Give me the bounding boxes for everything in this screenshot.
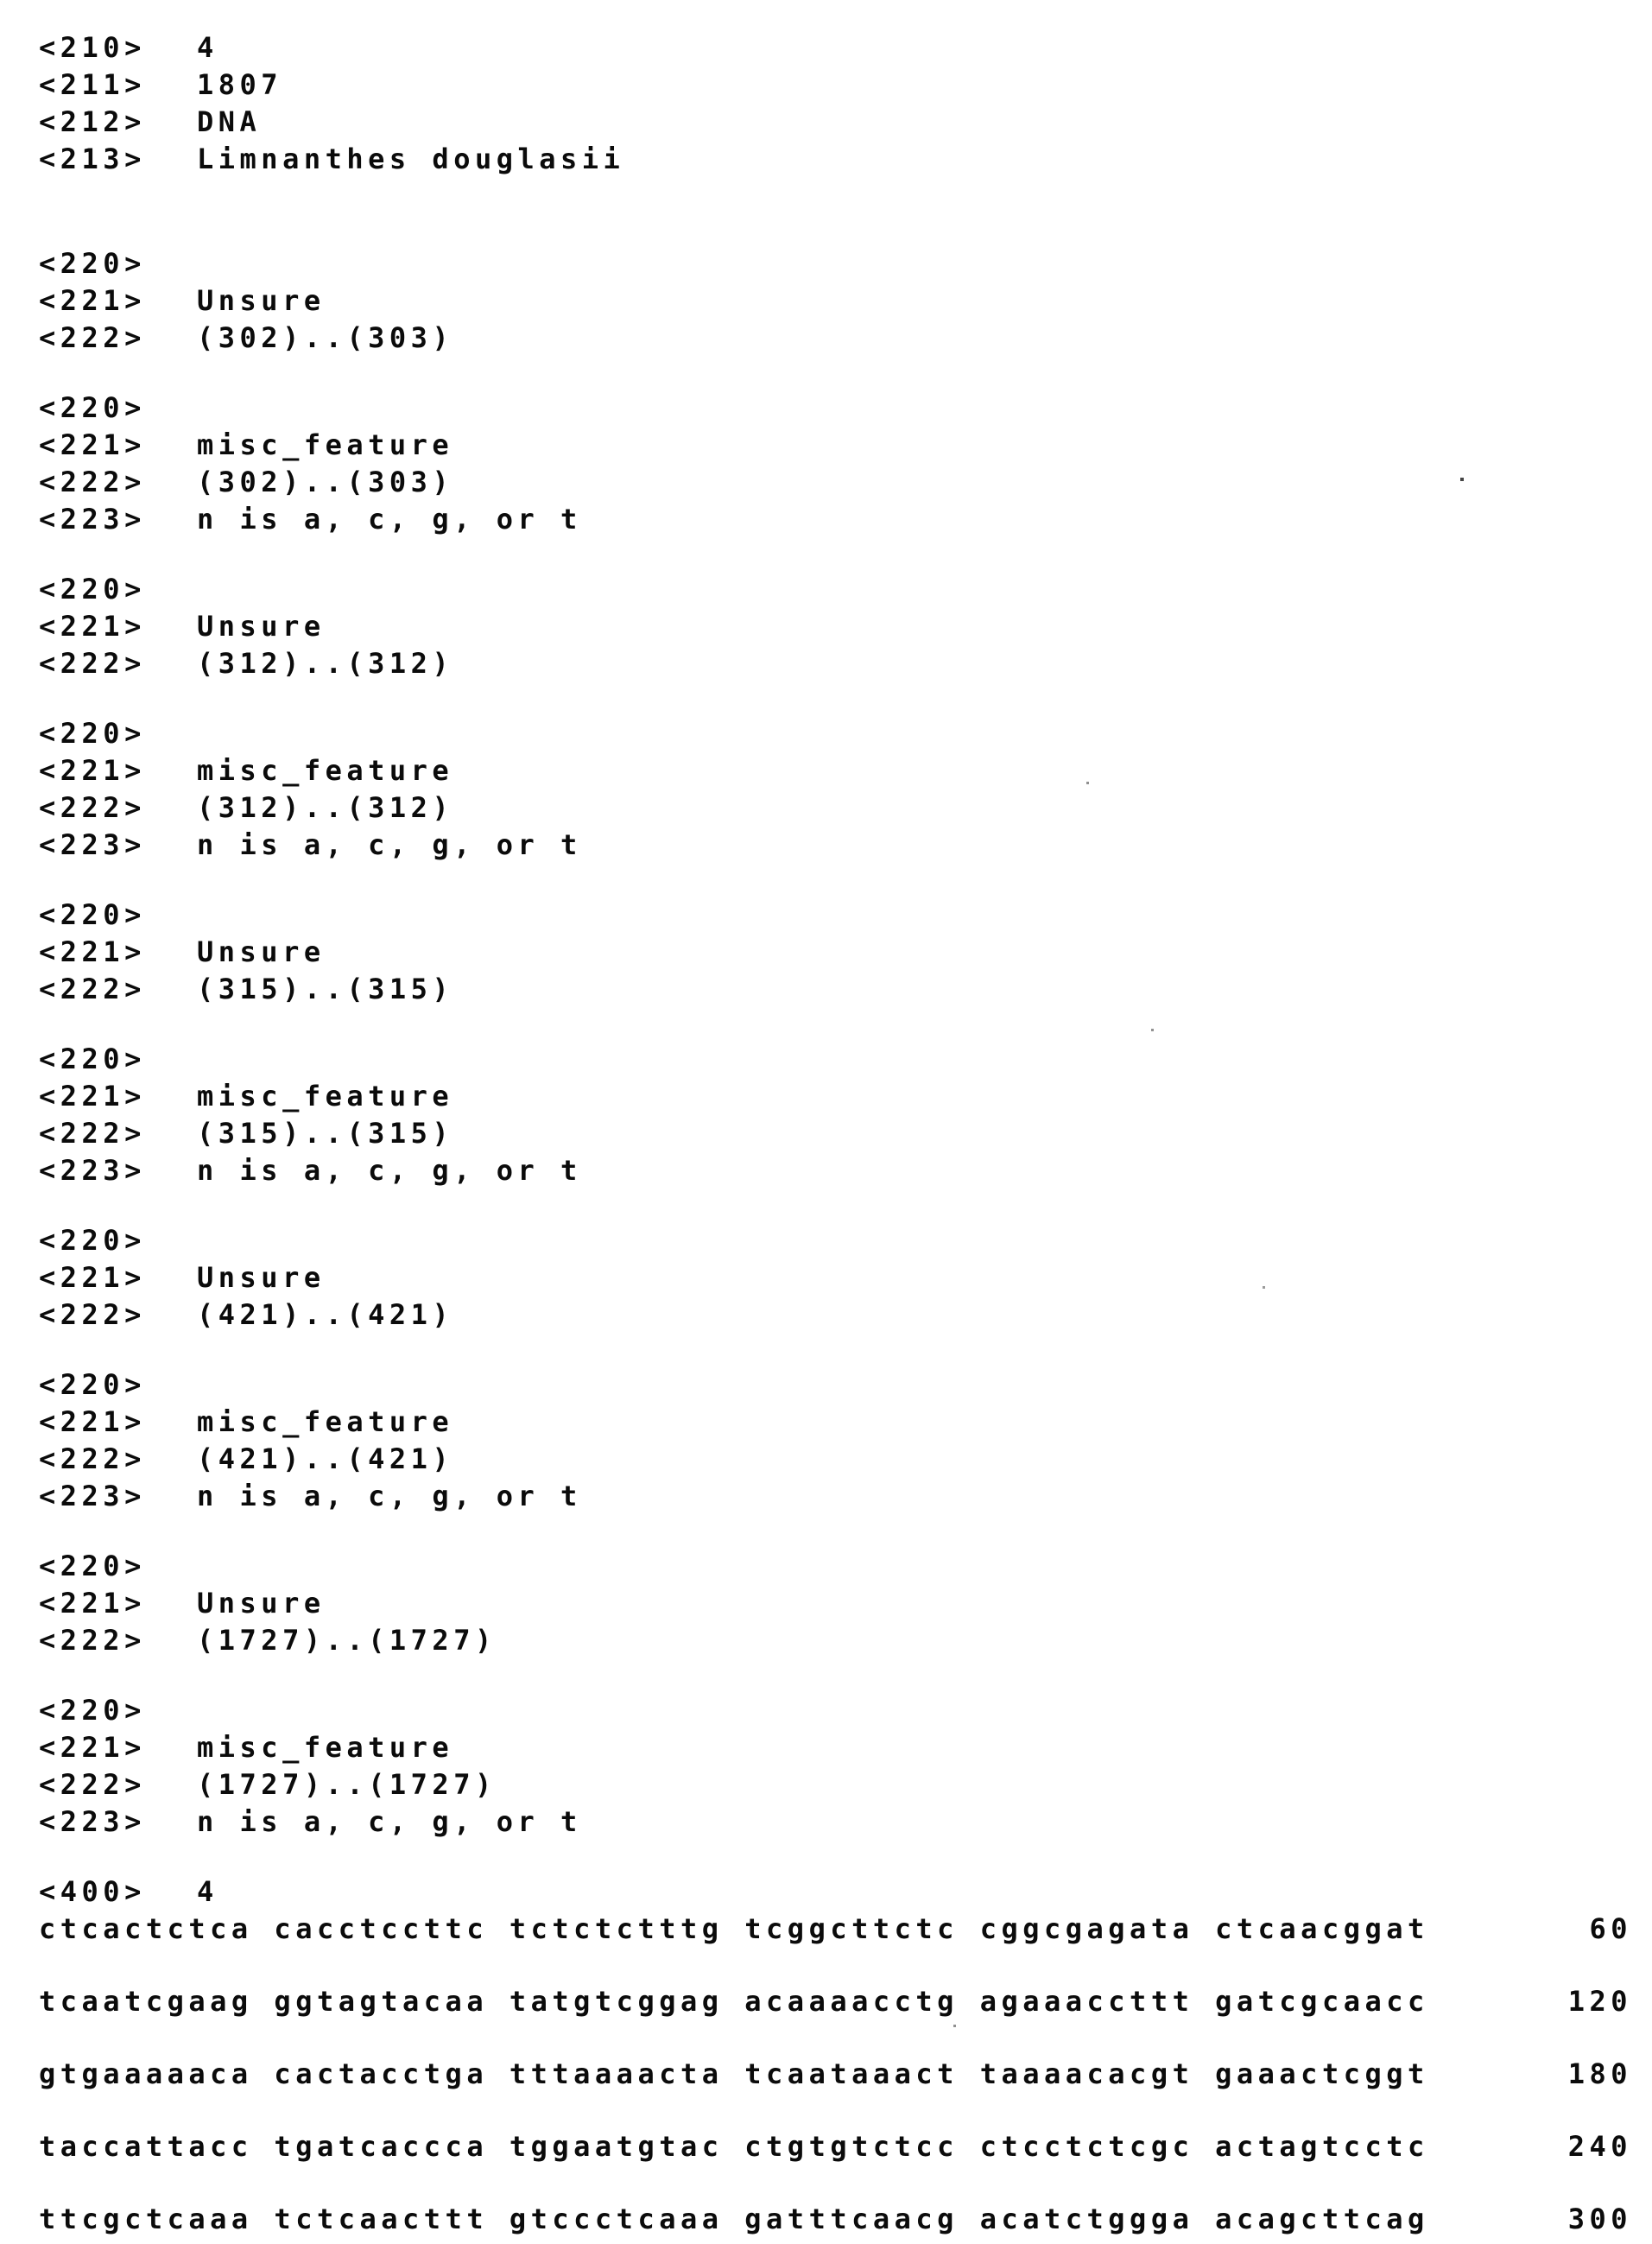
feature-key-value: Unsure [197,1587,326,1620]
numeric-identifier-223: <223> [39,1154,146,1187]
scan-speck [1086,782,1089,784]
feature-note-line [39,1478,1632,1515]
feature-key-line [39,1404,1632,1441]
feature-key-line [39,427,1632,464]
seq-length-value: 1807 [197,68,283,101]
feature-block [39,1366,1632,1515]
seq-type-line [39,104,1632,141]
numeric-identifier-220: <220> [39,717,146,750]
feature-location-line [39,464,1632,501]
numeric-identifier-220: <220> [39,1550,146,1582]
seq-organism-value: Limnanthes douglasii [197,143,625,175]
feature-key-line [39,282,1632,320]
numeric-identifier-222: <222> [39,321,146,354]
numeric-identifier-213: <213> [39,143,146,175]
seq-id-line [39,29,1632,67]
page-content [39,29,1632,2238]
feature-key-value: Unsure [197,935,326,968]
numeric-identifier-220: <220> [39,1694,146,1727]
sequence-position-number: 60 [1589,1912,1632,1945]
feature-location-value: (315)..(315) [197,1117,454,1150]
sequence-line [39,2056,1632,2093]
sequence-position-number: 300 [1567,2203,1632,2235]
numeric-identifier-221: <221> [39,284,146,317]
feature-key-value: misc_feature [197,1080,454,1112]
feature-location-value: (421)..(421) [197,1298,454,1331]
numeric-identifier-220: <220> [39,247,146,280]
feature-location-line [39,789,1632,827]
sequence-position-number: 120 [1567,1985,1632,2018]
sequence-text: taccattacc tgatcaccca tggaatgtac ctgtgtctcc ctcctctcgc actagtcctc [39,2130,1429,2163]
numeric-identifier-222: <222> [39,973,146,1005]
feature-note-value: n is a, c, g, or t [197,828,582,861]
sequence-text: ctcactctca cacctccttc tctctctttg tcggcttctc cggcgagata ctcaacggat [39,1912,1429,1945]
sequence-text: tcaatcgaag ggtagtacaa tatgtcggag acaaaacctg agaaaccttt gatcgcaacc [39,1985,1429,2018]
feature-key-value: Unsure [197,610,326,643]
sequence-line [39,1911,1632,1948]
feature-location-line [39,971,1632,1008]
feature-location-value: (1727)..(1727) [197,1768,497,1801]
feature-block [39,715,1632,864]
feature-key-line [39,1259,1632,1296]
numeric-identifier-220: <220> [39,391,146,424]
seq-id-value: 4 [197,31,218,64]
seq-organism-line [39,141,1632,178]
feature-block [39,390,1632,538]
numeric-identifier-220: <220> [39,1368,146,1401]
feature-location-value: (315)..(315) [197,973,454,1005]
sequence-line [39,2128,1632,2165]
numeric-identifier-220: <220> [39,898,146,931]
numeric-identifier-400: <400> [39,1875,146,1908]
scan-speck [1460,478,1464,481]
feature-header-line [39,1548,1632,1585]
numeric-identifier-222: <222> [39,1298,146,1331]
numeric-identifier-221: <221> [39,1080,146,1112]
numeric-identifier-210: <210> [39,31,146,64]
feature-location-value: (421)..(421) [197,1442,454,1475]
feature-key-value: Unsure [197,1261,326,1294]
numeric-identifier-211: <211> [39,68,146,101]
sequence-header-line [39,1873,1632,1911]
feature-header-line [39,571,1632,608]
feature-note-value: n is a, c, g, or t [197,1480,582,1512]
feature-header-line [39,1041,1632,1078]
feature-block [39,897,1632,1008]
sequence-text: gtgaaaaaca cactacctga tttaaaacta tcaataaact taaaacacgt gaaactcggt [39,2057,1429,2090]
feature-block [39,1041,1632,1189]
numeric-identifier-223: <223> [39,1805,146,1838]
sequence-data-block [39,1873,1632,2238]
numeric-identifier-222: <222> [39,1442,146,1475]
feature-block [39,1548,1632,1659]
feature-block [39,245,1632,357]
numeric-identifier-221: <221> [39,428,146,461]
numeric-identifier-222: <222> [39,466,146,498]
scan-speck [953,2025,956,2027]
sequence-text: ttcgctcaaa tctcaacttt gtccctcaaa gatttcaacg acatctggga acagcttcag [39,2203,1429,2235]
scan-speck [1263,1286,1265,1289]
feature-note-value: n is a, c, g, or t [197,1154,582,1187]
feature-key-line [39,934,1632,971]
feature-note-line [39,501,1632,538]
numeric-identifier-221: <221> [39,754,146,787]
feature-location-line [39,1766,1632,1803]
feature-note-line [39,1803,1632,1841]
feature-key-value: misc_feature [197,428,454,461]
numeric-identifier-222: <222> [39,1117,146,1150]
numeric-identifier-221: <221> [39,1731,146,1764]
scan-speck [1151,1029,1154,1031]
numeric-identifier-222: <222> [39,1768,146,1801]
feature-location-line [39,1115,1632,1152]
feature-location-line [39,1441,1632,1478]
feature-key-line [39,1729,1632,1766]
feature-header-line [39,1692,1632,1729]
feature-key-value: misc_feature [197,1731,454,1764]
feature-key-line [39,1078,1632,1115]
feature-block [39,1692,1632,1841]
feature-location-value: (302)..(303) [197,466,454,498]
numeric-identifier-220: <220> [39,1043,146,1075]
feature-note-line [39,827,1632,864]
numeric-identifier-223: <223> [39,828,146,861]
feature-block [39,571,1632,682]
feature-location-line [39,645,1632,682]
numeric-identifier-223: <223> [39,1480,146,1512]
feature-header-line [39,390,1632,427]
feature-header-line [39,1366,1632,1404]
seq-type-value: DNA [197,105,262,138]
feature-key-value: misc_feature [197,1405,454,1438]
numeric-identifier-221: <221> [39,1405,146,1438]
feature-location-value: (1727)..(1727) [197,1624,497,1657]
feature-block [39,1222,1632,1334]
feature-key-value: Unsure [197,284,326,317]
feature-location-value: (312)..(312) [197,791,454,824]
numeric-identifier-222: <222> [39,791,146,824]
feature-key-line [39,1585,1632,1622]
seq-length-line [39,67,1632,104]
feature-header-line [39,1222,1632,1259]
feature-header-line [39,715,1632,752]
feature-key-line [39,752,1632,789]
feature-key-value: misc_feature [197,754,454,787]
feature-note-value: n is a, c, g, or t [197,503,582,536]
feature-header-line [39,245,1632,282]
sequence-number-value: 4 [197,1875,218,1908]
numeric-identifier-212: <212> [39,105,146,138]
numeric-identifier-221: <221> [39,610,146,643]
feature-note-value: n is a, c, g, or t [197,1805,582,1838]
numeric-identifier-222: <222> [39,1624,146,1657]
sequence-line [39,1983,1632,2020]
feature-location-line [39,320,1632,357]
numeric-identifier-220: <220> [39,573,146,605]
feature-key-line [39,608,1632,645]
feature-location-line [39,1296,1632,1334]
sequence-line [39,2201,1632,2238]
sequence-info-block [39,29,1632,178]
feature-header-line [39,897,1632,934]
feature-location-line [39,1622,1632,1659]
numeric-identifier-222: <222> [39,647,146,680]
numeric-identifier-221: <221> [39,935,146,968]
sequence-position-number: 180 [1567,2057,1632,2090]
numeric-identifier-221: <221> [39,1261,146,1294]
numeric-identifier-220: <220> [39,1224,146,1257]
feature-location-value: (312)..(312) [197,647,454,680]
sequence-position-number: 240 [1567,2130,1632,2163]
numeric-identifier-223: <223> [39,503,146,536]
feature-location-value: (302)..(303) [197,321,454,354]
numeric-identifier-221: <221> [39,1587,146,1620]
feature-note-line [39,1152,1632,1189]
